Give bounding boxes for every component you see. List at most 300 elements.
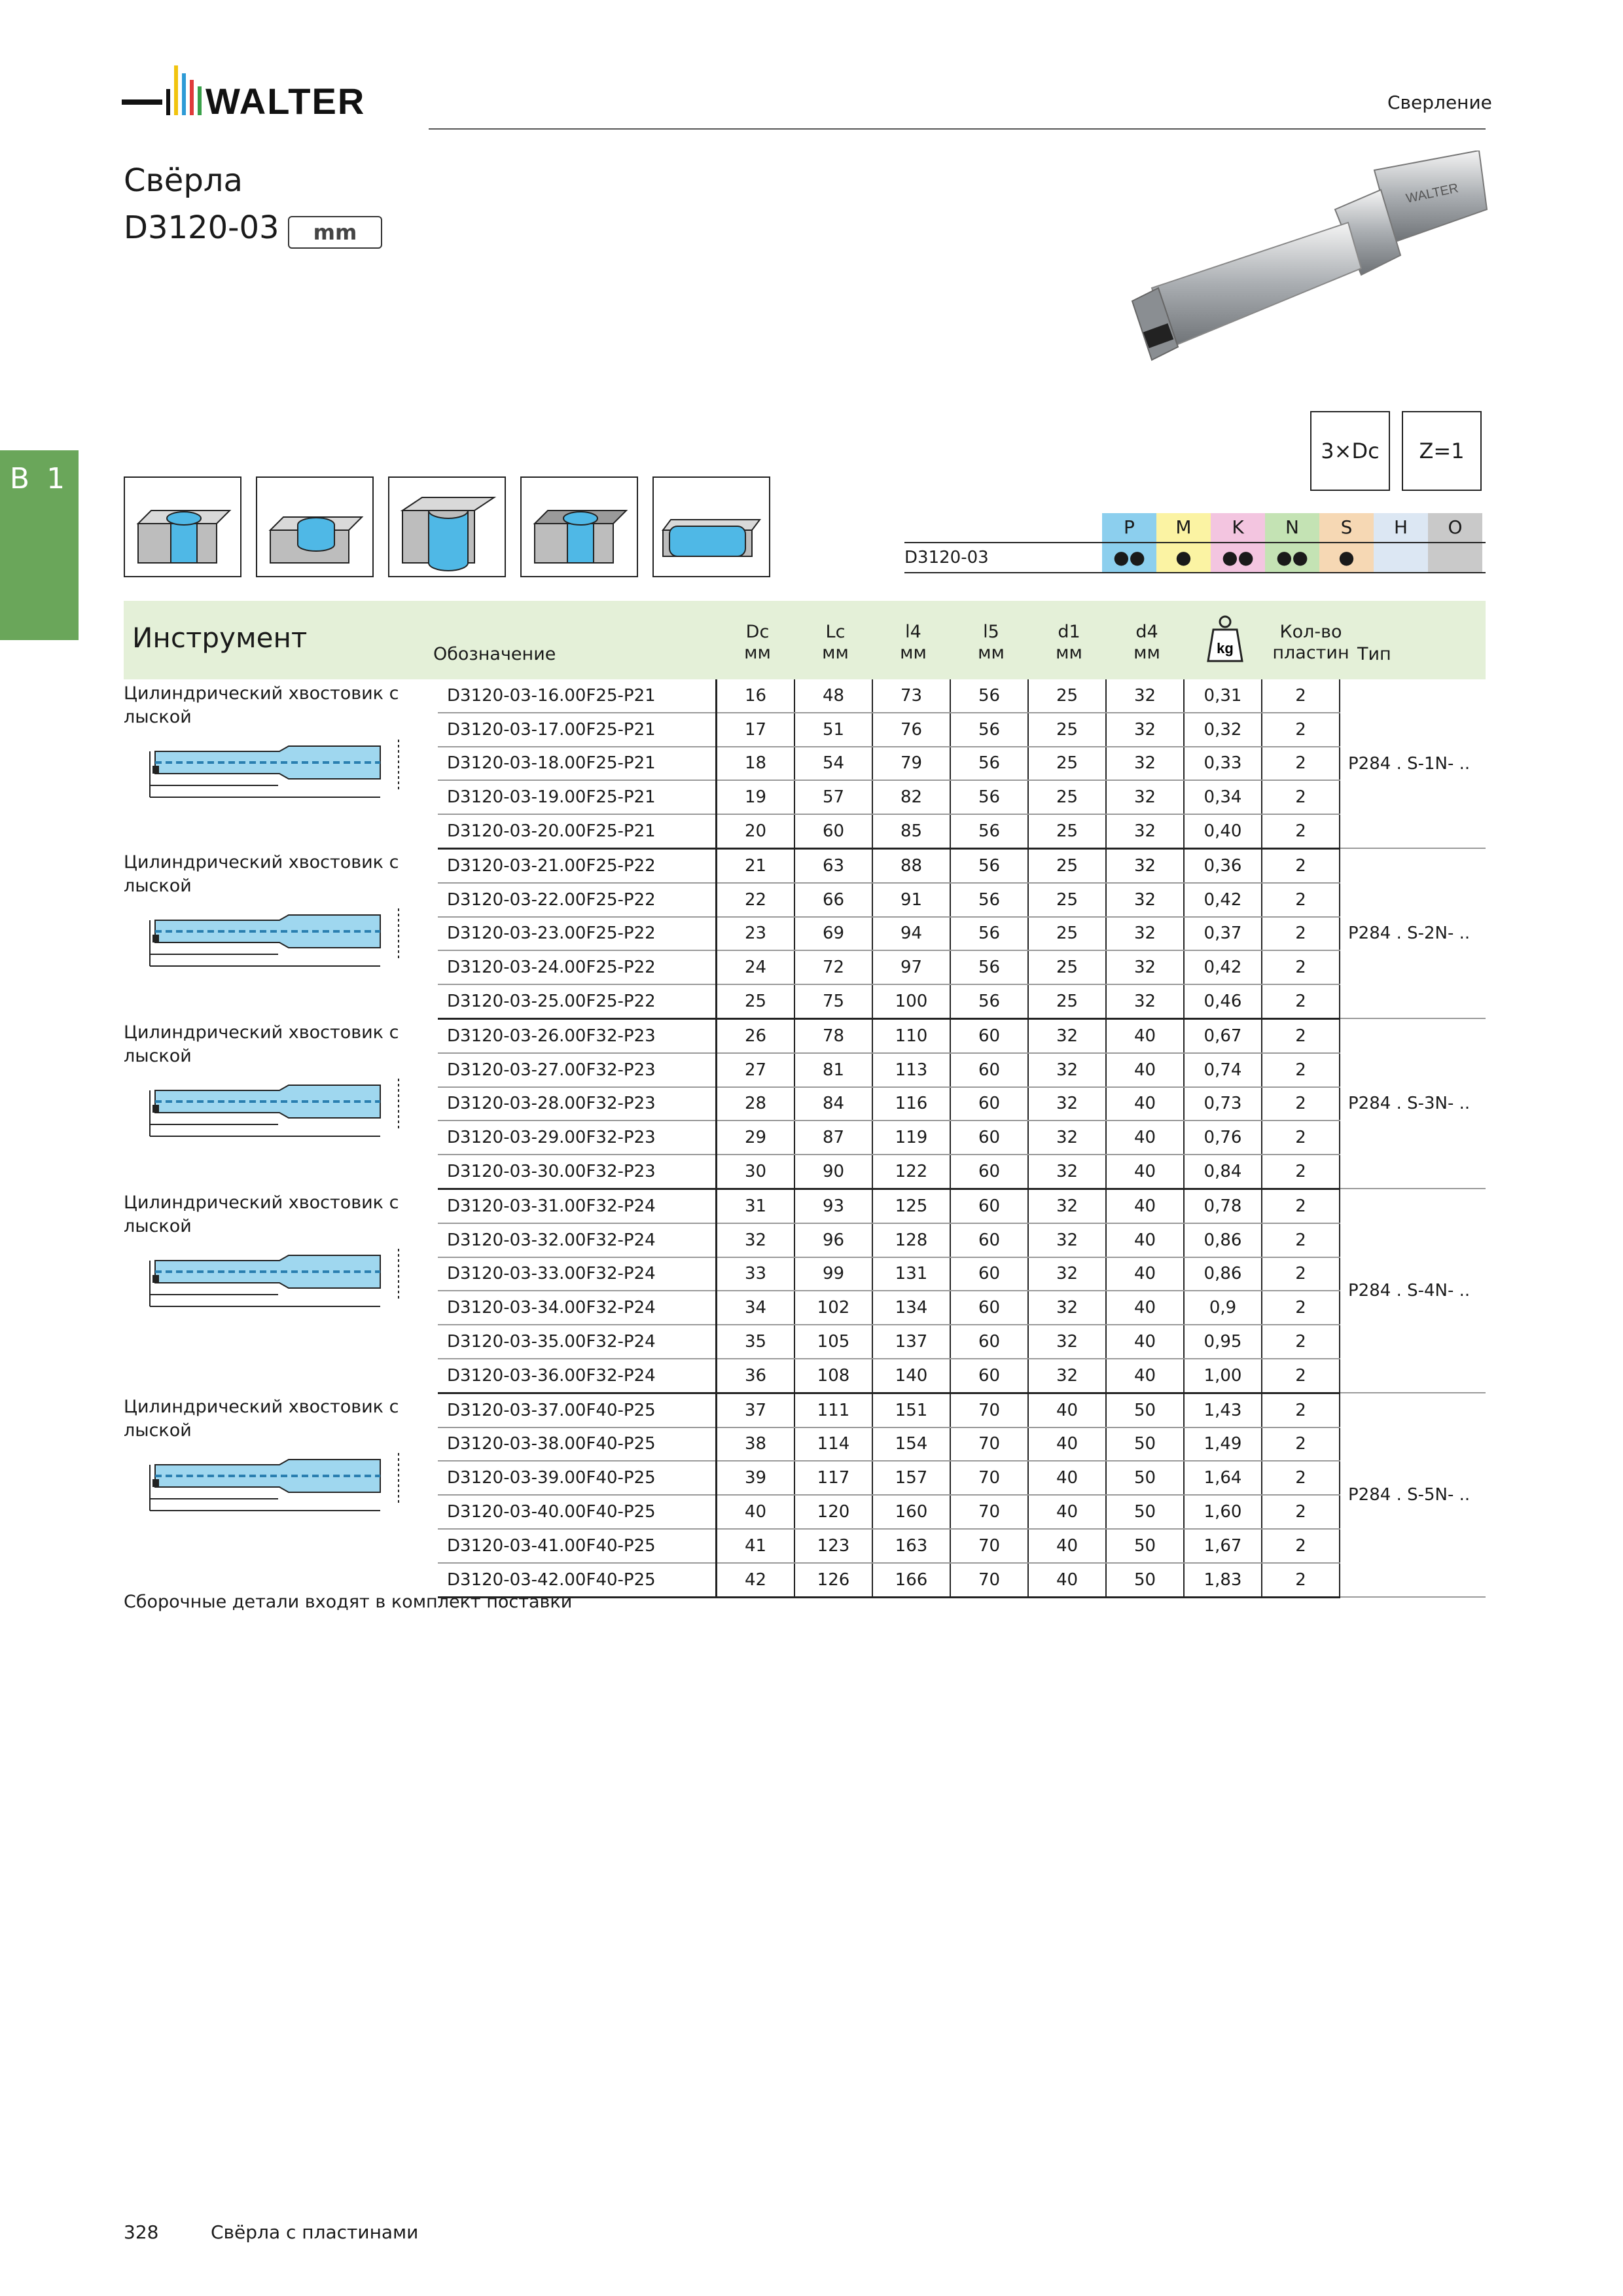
value-cell: 56 (950, 747, 1028, 781)
value-cell: 126 (794, 1563, 872, 1597)
material-n: N (1265, 513, 1319, 542)
value-cell: 32 (1106, 917, 1184, 951)
col-dc-unit: мм (744, 643, 771, 663)
tool-drawing (124, 1071, 431, 1143)
value-cell: 2 (1262, 1257, 1340, 1291)
designation-cell: D3120-03-16.00F25-P21 (438, 679, 717, 713)
value-cell: 119 (872, 1121, 950, 1155)
designation-cell: D3120-03-26.00F32-P23 (438, 1018, 717, 1052)
col-type: Тип (1357, 644, 1391, 664)
product-code: D3120-03 (124, 209, 279, 246)
footnote: Сборочные детали входят в комплект поставки (124, 1592, 573, 1612)
drilling-rough-surface-icon (520, 476, 638, 577)
value-cell: 40 (1028, 1461, 1106, 1495)
value-cell: 32 (1028, 1325, 1106, 1359)
designation-cell: D3120-03-20.00F25-P21 (438, 814, 717, 848)
value-cell: 54 (794, 747, 872, 781)
value-cell: 60 (950, 1087, 1028, 1121)
value-cell: 28 (717, 1087, 795, 1121)
tool-drawing (124, 1445, 431, 1517)
value-cell: 25 (1028, 713, 1106, 747)
value-cell: 102 (794, 1291, 872, 1325)
material-k: K (1211, 513, 1265, 542)
col-d1-unit: мм (1056, 643, 1082, 663)
table-row (124, 1189, 1486, 1223)
value-cell: 32 (1106, 679, 1184, 713)
value-cell: 113 (872, 1053, 950, 1087)
drill-product-image (1086, 151, 1492, 386)
value-cell: 60 (950, 1189, 1028, 1223)
value-cell: 40 (1106, 1121, 1184, 1155)
value-cell: 25 (1028, 747, 1106, 781)
col-d4 (1109, 622, 1185, 664)
col-lc-unit: мм (822, 643, 849, 663)
group-description-text: Цилиндрический хвостовик с лыской (124, 683, 399, 727)
value-cell: 40 (1106, 1291, 1184, 1325)
table-row (124, 848, 1486, 882)
col-count-line2: пластин (1272, 643, 1349, 663)
value-cell: 40 (1106, 1223, 1184, 1257)
value-cell: 25 (1028, 917, 1106, 951)
value-cell: 50 (1106, 1529, 1184, 1563)
material-p-value: ●● (1102, 543, 1156, 572)
value-cell: 50 (1106, 1393, 1184, 1427)
chapter-tab-label: B 1 (9, 462, 69, 495)
value-cell: 82 (872, 780, 950, 814)
value-cell: 60 (950, 1257, 1028, 1291)
value-cell: 154 (872, 1427, 950, 1462)
designation-cell: D3120-03-28.00F32-P23 (438, 1087, 717, 1121)
value-cell: 87 (794, 1121, 872, 1155)
value-cell: 2 (1262, 1291, 1340, 1325)
value-cell: 69 (794, 917, 872, 951)
value-cell: 108 (794, 1359, 872, 1393)
col-l5 (953, 622, 1029, 664)
value-cell: 24 (717, 950, 795, 984)
value-cell: 2 (1262, 1563, 1340, 1597)
value-cell: 166 (872, 1563, 950, 1597)
value-cell: 2 (1262, 1223, 1340, 1257)
value-cell: 38 (717, 1427, 795, 1462)
value-cell: 2 (1262, 1393, 1340, 1427)
col-d1-label: d1 (1058, 622, 1080, 642)
designation-cell: D3120-03-23.00F25-P22 (438, 917, 717, 951)
value-cell: 81 (794, 1053, 872, 1087)
value-cell: 40 (1106, 1257, 1184, 1291)
value-cell: 50 (1106, 1563, 1184, 1597)
group-description (124, 679, 438, 848)
drilling-stacked-icon (652, 476, 770, 577)
value-cell: 1,83 (1184, 1563, 1262, 1597)
value-cell: 32 (1106, 780, 1184, 814)
value-cell: 2 (1262, 1529, 1340, 1563)
value-cell: 70 (950, 1393, 1028, 1427)
group-description (124, 848, 438, 1018)
value-cell: 0,31 (1184, 679, 1262, 713)
material-o: O (1428, 513, 1482, 542)
value-cell: 151 (872, 1393, 950, 1427)
col-l5-unit: мм (978, 643, 1005, 663)
table-row (124, 1393, 1486, 1427)
group-description-text: Цилиндрический хвостовик с лыской (124, 852, 399, 897)
designation-cell: D3120-03-39.00F40-P25 (438, 1461, 717, 1495)
designation-cell: D3120-03-40.00F40-P25 (438, 1495, 717, 1529)
value-cell: 25 (1028, 679, 1106, 713)
value-cell: 32 (1106, 814, 1184, 848)
value-cell: 60 (950, 1018, 1028, 1052)
value-cell: 31 (717, 1189, 795, 1223)
value-cell: 25 (1028, 848, 1106, 882)
material-row-label: D3120-03 (904, 548, 989, 567)
value-cell: 93 (794, 1189, 872, 1223)
designation-cell: D3120-03-31.00F32-P24 (438, 1189, 717, 1223)
value-cell: 0,95 (1184, 1325, 1262, 1359)
value-cell: 70 (950, 1495, 1028, 1529)
value-cell: 60 (950, 1121, 1028, 1155)
value-cell: 160 (872, 1495, 950, 1529)
header-rule (429, 128, 1486, 130)
material-n-value: ●● (1265, 543, 1319, 572)
logo-text: WALTER (205, 81, 366, 122)
designation-cell: D3120-03-30.00F32-P23 (438, 1155, 717, 1189)
value-cell: 0,37 (1184, 917, 1262, 951)
value-cell: 110 (872, 1018, 950, 1052)
material-table (904, 513, 1486, 573)
designation-cell: D3120-03-34.00F32-P24 (438, 1291, 717, 1325)
designation-cell: D3120-03-27.00F32-P23 (438, 1053, 717, 1087)
value-cell: 48 (794, 679, 872, 713)
designation-cell: D3120-03-22.00F25-P22 (438, 883, 717, 917)
designation-cell: D3120-03-32.00F32-P24 (438, 1223, 717, 1257)
designation-cell: D3120-03-24.00F25-P22 (438, 950, 717, 984)
value-cell: 18 (717, 747, 795, 781)
value-cell: 2 (1262, 1087, 1340, 1121)
value-cell: 0,78 (1184, 1189, 1262, 1223)
value-cell: 39 (717, 1461, 795, 1495)
value-cell: 0,40 (1184, 814, 1262, 848)
value-cell: 56 (950, 984, 1028, 1018)
designation-cell: D3120-03-25.00F25-P22 (438, 984, 717, 1018)
material-k-value: ●● (1211, 543, 1265, 572)
material-s-value: ● (1319, 543, 1374, 572)
value-cell: 32 (717, 1223, 795, 1257)
value-cell: 1,49 (1184, 1427, 1262, 1462)
value-cell: 117 (794, 1461, 872, 1495)
value-cell: 56 (950, 713, 1028, 747)
value-cell: 56 (950, 848, 1028, 882)
col-l4-label: l4 (905, 622, 921, 642)
value-cell: 25 (1028, 780, 1106, 814)
walter-logo (122, 60, 403, 132)
value-cell: 116 (872, 1087, 950, 1121)
value-cell: 32 (1028, 1223, 1106, 1257)
value-cell: 0,42 (1184, 883, 1262, 917)
value-cell: 22 (717, 883, 795, 917)
value-cell: 131 (872, 1257, 950, 1291)
value-cell: 140 (872, 1359, 950, 1393)
group-description-text: Цилиндрический хвостовик с лыской (124, 1397, 399, 1441)
value-cell: 70 (950, 1461, 1028, 1495)
value-cell: 56 (950, 917, 1028, 951)
value-cell: 2 (1262, 1018, 1340, 1052)
designation-cell: D3120-03-33.00F32-P24 (438, 1257, 717, 1291)
value-cell: 2 (1262, 1053, 1340, 1087)
value-cell: 2 (1262, 1427, 1340, 1462)
value-cell: 33 (717, 1257, 795, 1291)
value-cell: 70 (950, 1563, 1028, 1597)
value-cell: 1,43 (1184, 1393, 1262, 1427)
value-cell: 50 (1106, 1427, 1184, 1462)
value-cell: 56 (950, 883, 1028, 917)
value-cell: 2 (1262, 984, 1340, 1018)
value-cell: 2 (1262, 1155, 1340, 1189)
designation-cell: D3120-03-29.00F32-P23 (438, 1121, 717, 1155)
value-cell: 0,84 (1184, 1155, 1262, 1189)
value-cell: 1,60 (1184, 1495, 1262, 1529)
value-cell: 21 (717, 848, 795, 882)
value-cell: 0,74 (1184, 1053, 1262, 1087)
value-cell: 2 (1262, 1121, 1340, 1155)
value-cell: 40 (1028, 1393, 1106, 1427)
value-cell: 32 (1028, 1053, 1106, 1087)
value-cell: 34 (717, 1291, 795, 1325)
value-cell: 0,86 (1184, 1257, 1262, 1291)
value-cell: 2 (1262, 747, 1340, 781)
depth-symbol: 3×Dc (1310, 411, 1390, 491)
value-cell: 0,86 (1184, 1223, 1262, 1257)
value-cell: 84 (794, 1087, 872, 1121)
value-cell: 2 (1262, 848, 1340, 882)
value-cell: 2 (1262, 780, 1340, 814)
value-cell: 19 (717, 780, 795, 814)
value-cell: 0,33 (1184, 747, 1262, 781)
value-cell: 123 (794, 1529, 872, 1563)
col-l4-unit: мм (900, 643, 927, 663)
group-description-text: Цилиндрический хвостовик с лыской (124, 1022, 399, 1067)
material-p: P (1102, 513, 1156, 542)
col-dc-label: Dc (745, 622, 770, 642)
drilling-blind-icon (256, 476, 374, 577)
insert-type-cell: P284 . S-4N- .. (1340, 1189, 1486, 1393)
value-cell: 91 (872, 883, 950, 917)
insert-type-cell: P284 . S-2N- .. (1340, 848, 1486, 1018)
value-cell: 96 (794, 1223, 872, 1257)
svg-text:WALTER: WALTER (1404, 181, 1460, 206)
value-cell: 0,46 (1184, 984, 1262, 1018)
table-row (124, 1018, 1486, 1052)
value-cell: 66 (794, 883, 872, 917)
value-cell: 73 (872, 679, 950, 713)
group-description (124, 1393, 438, 1597)
value-cell: 0,76 (1184, 1121, 1262, 1155)
value-cell: 75 (794, 984, 872, 1018)
value-cell: 40 (1106, 1018, 1184, 1052)
value-cell: 37 (717, 1393, 795, 1427)
material-h: H (1374, 513, 1428, 542)
col-lc (797, 622, 874, 664)
value-cell: 79 (872, 747, 950, 781)
value-cell: 32 (1106, 848, 1184, 882)
value-cell: 2 (1262, 1359, 1340, 1393)
z-symbol: Z=1 (1402, 411, 1482, 491)
page-number: 328 (124, 2221, 159, 2243)
value-cell: 40 (1106, 1155, 1184, 1189)
value-cell: 114 (794, 1427, 872, 1462)
group-description-text: Цилиндрический хвостовик с лыской (124, 1193, 399, 1237)
value-cell: 0,32 (1184, 713, 1262, 747)
material-m: M (1156, 513, 1211, 542)
value-cell: 30 (717, 1155, 795, 1189)
value-cell: 26 (717, 1018, 795, 1052)
value-cell: 99 (794, 1257, 872, 1291)
value-cell: 32 (1028, 1359, 1106, 1393)
value-cell: 40 (1106, 1087, 1184, 1121)
value-cell: 78 (794, 1018, 872, 1052)
value-cell: 2 (1262, 1495, 1340, 1529)
value-cell: 51 (794, 713, 872, 747)
product-table (124, 679, 1486, 1598)
value-cell: 50 (1106, 1461, 1184, 1495)
value-cell: 32 (1028, 1291, 1106, 1325)
page-title: Свёрла (124, 162, 243, 199)
value-cell: 76 (872, 713, 950, 747)
value-cell: 60 (950, 1155, 1028, 1189)
value-cell: 25 (717, 984, 795, 1018)
table-title: Инструмент (132, 622, 308, 654)
value-cell: 120 (794, 1495, 872, 1529)
value-cell: 128 (872, 1223, 950, 1257)
value-cell: 157 (872, 1461, 950, 1495)
value-cell: 20 (717, 814, 795, 848)
designation-cell: D3120-03-36.00F32-P24 (438, 1359, 717, 1393)
value-cell: 40 (1106, 1325, 1184, 1359)
chapter-tab (0, 450, 79, 640)
value-cell: 2 (1262, 1189, 1340, 1223)
col-l5-label: l5 (983, 622, 999, 642)
value-cell: 60 (950, 1223, 1028, 1257)
value-cell: 35 (717, 1325, 795, 1359)
weight-icon (1207, 614, 1243, 664)
value-cell: 70 (950, 1529, 1028, 1563)
value-cell: 111 (794, 1393, 872, 1427)
value-cell: 1,00 (1184, 1359, 1262, 1393)
value-cell: 0,73 (1184, 1087, 1262, 1121)
value-cell: 32 (1028, 1087, 1106, 1121)
value-cell: 16 (717, 679, 795, 713)
footer-section: Свёрла с пластинами (211, 2221, 419, 2243)
value-cell: 56 (950, 814, 1028, 848)
value-cell: 27 (717, 1053, 795, 1087)
value-cell: 40 (1106, 1053, 1184, 1087)
value-cell: 40 (717, 1495, 795, 1529)
value-cell: 60 (950, 1359, 1028, 1393)
group-description (124, 1018, 438, 1189)
value-cell: 72 (794, 950, 872, 984)
designation-cell: D3120-03-21.00F25-P22 (438, 848, 717, 882)
material-h-value (1374, 543, 1428, 572)
value-cell: 122 (872, 1155, 950, 1189)
tool-drawing (124, 901, 431, 973)
tool-drawing (124, 1241, 431, 1313)
col-lc-label: Lc (825, 622, 846, 642)
col-designation: Обозначение (433, 644, 556, 664)
value-cell: 97 (872, 950, 950, 984)
drilling-through-icon (124, 476, 241, 577)
designation-cell: D3120-03-18.00F25-P21 (438, 747, 717, 781)
designation-cell: D3120-03-37.00F40-P25 (438, 1393, 717, 1427)
designation-cell: D3120-03-35.00F32-P24 (438, 1325, 717, 1359)
value-cell: 1,67 (1184, 1529, 1262, 1563)
value-cell: 0,67 (1184, 1018, 1262, 1052)
value-cell: 57 (794, 780, 872, 814)
value-cell: 42 (717, 1563, 795, 1597)
value-cell: 36 (717, 1359, 795, 1393)
value-cell: 41 (717, 1529, 795, 1563)
value-cell: 40 (1028, 1563, 1106, 1597)
value-cell: 0,42 (1184, 950, 1262, 984)
value-cell: 40 (1028, 1427, 1106, 1462)
value-cell: 0,34 (1184, 780, 1262, 814)
designation-cell: D3120-03-42.00F40-P25 (438, 1563, 717, 1597)
designation-cell: D3120-03-41.00F40-P25 (438, 1529, 717, 1563)
value-cell: 25 (1028, 814, 1106, 848)
value-cell: 25 (1028, 883, 1106, 917)
section-label: Сверление (1387, 92, 1492, 113)
value-cell: 134 (872, 1291, 950, 1325)
value-cell: 105 (794, 1325, 872, 1359)
col-count (1268, 622, 1353, 664)
col-d1 (1031, 622, 1107, 664)
value-cell: 40 (1106, 1189, 1184, 1223)
weight-icon-label: kg (1217, 640, 1234, 656)
designation-cell: D3120-03-17.00F25-P21 (438, 713, 717, 747)
value-cell: 2 (1262, 713, 1340, 747)
value-cell: 32 (1028, 1189, 1106, 1223)
value-cell: 60 (950, 1291, 1028, 1325)
value-cell: 56 (950, 950, 1028, 984)
value-cell: 32 (1028, 1121, 1106, 1155)
value-cell: 125 (872, 1189, 950, 1223)
value-cell: 2 (1262, 679, 1340, 713)
value-cell: 17 (717, 713, 795, 747)
value-cell: 2 (1262, 883, 1340, 917)
value-cell: 100 (872, 984, 950, 1018)
value-cell: 40 (1106, 1359, 1184, 1393)
insert-type-cell: P284 . S-3N- .. (1340, 1018, 1486, 1189)
value-cell: 60 (950, 1325, 1028, 1359)
value-cell: 56 (950, 679, 1028, 713)
value-cell: 1,64 (1184, 1461, 1262, 1495)
value-cell: 32 (1028, 1257, 1106, 1291)
value-cell: 2 (1262, 1325, 1340, 1359)
value-cell: 32 (1106, 713, 1184, 747)
value-cell: 0,36 (1184, 848, 1262, 882)
insert-type-cell: P284 . S-5N- .. (1340, 1393, 1486, 1597)
material-m-value: ● (1156, 543, 1211, 572)
value-cell: 25 (1028, 950, 1106, 984)
value-cell: 32 (1106, 984, 1184, 1018)
value-cell: 60 (950, 1053, 1028, 1087)
col-d4-label: d4 (1135, 622, 1158, 642)
value-cell: 2 (1262, 917, 1340, 951)
col-dc (719, 622, 796, 664)
material-o-value (1428, 543, 1482, 572)
value-cell: 94 (872, 917, 950, 951)
value-cell: 2 (1262, 1461, 1340, 1495)
value-cell: 32 (1106, 747, 1184, 781)
value-cell: 63 (794, 848, 872, 882)
material-s: S (1319, 513, 1374, 542)
